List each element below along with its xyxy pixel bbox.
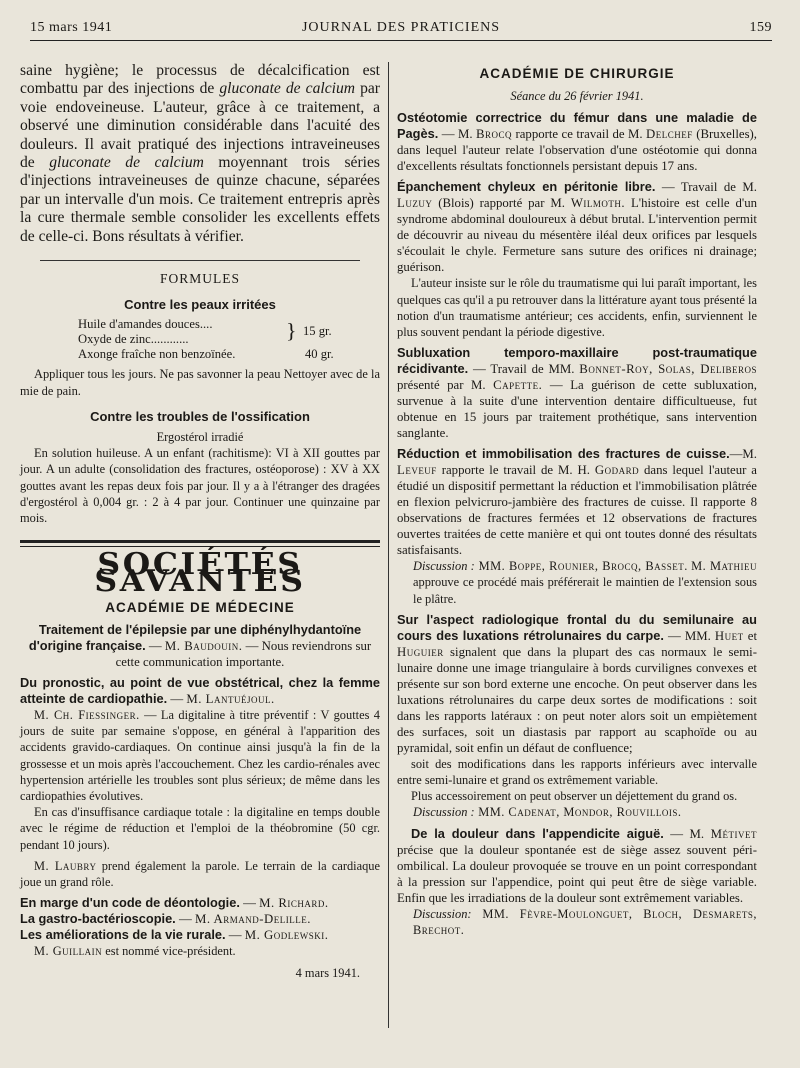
intro-paragraph: saine hygiène; le processus de décalcification est combattu par des injections de gluconate de calcium par voie endoveineuse. L'auteur, grâce à ce traitement, a observé une diminution considérable dans l'acuité des douleurs. Il avait pratiqué des injections intraveineuses de gluconate de calcium moyennant trois séries d'injections intraveineuses de quinze chacune, séparées par un intervalle d'un mois. Ce traitement entrepris après la cure thermale semble consolider les excellents effets de celle-ci. Bons résultats à vérifier. <box>20 62 380 245</box>
academie-chirurgie-heading: ACADÉMIE DE CHIRURGIE <box>479 66 675 81</box>
column-separator <box>388 62 389 1028</box>
article-appendicite: De la douleur dans l'appendicite aiguë. — M. Métivet précise que la douleur spontanée est de siège assez souvent péri-ombilical. La douleur provoquée se trouve en un point correspondant à la pression sur l'appendice, point qui peut être de siège variable. Enfin que les irradiations de la douleur sont extrêmement variables. <box>397 825 757 905</box>
formules-heading: FORMULES <box>159 271 240 287</box>
article-subluxation: Subluxation temporo-maxillaire post-traumatique récidivante. — Travail de MM. Bonnet-Roy, Solas, Deliberos présenté par M. Capette. — La guérison de cette subluxation, survenue à la suite d'une intervention dentaire difficultueuse, fut obtenue en 15 jours par traitement prothétique, sans intervention sanglante. <box>397 345 758 441</box>
appendicite-discussion: Discussion: MM. Fèvre-Moulonguet, Bloch, Desmarets, Brechot. <box>413 906 757 937</box>
article-pronostic: Du pronostic, au point de vue obstétrical, chez la femme atteinte de cardiopathie. — M. Lantuéjoul. <box>20 674 380 706</box>
epanchement-p2: L'auteur insiste sur le rôle du traumatisme qui lui paraît important, les quelques cas qu'il a pu retrouver dans la littérature ayant tous présenté la notion d'un traumatisme antérieur; ces accidents, enfin, surviennent le plus souvent pendant la période digestive. <box>397 276 757 340</box>
quantity-3: 40 gr. <box>305 347 334 362</box>
article-osteotomie: Ostéotomie correctrice du fémur dans une maladie de Pagès. — M. Brocq rapporte ce travail de M. Delchef (Bruxelles), dans lequel l'auteur relate l'observation d'une ostéotomie qui donna d'excellents résultats fonctionnels persistant depuis 17 ans. <box>397 110 758 174</box>
societes-savantes-title: SOCIÉTÉS SAVANTES <box>94 547 306 599</box>
header-date: 15 mars 1941 <box>30 20 113 35</box>
brace: } <box>286 319 297 343</box>
ingredient-1: Huile d'amandes douces.... <box>78 317 213 332</box>
quantity-brace: 15 gr. <box>303 324 332 339</box>
article-fractures: Réduction et immobilisation des fractures de cuisse.—M. Leveuf rapporte le travail de M. H. Godard dans lequel l'auteur a étudié un dispositif permettant la réduction et l'immobilisation plâtrée en flexion pelvicruro-jambière des fractures de cuisse. Il rapporte 8 observations de fractures fermées et 12 observations de fractures ouvertes traitées de cette manière et qui ont toutes donné des résultats satisfaisants. <box>397 446 757 558</box>
article-semilunaire: Sur l'aspect radiologique frontal du du semilunaire au cours des luxations rétrolunaires du carpe. — MM. Huet et Huguier signalent que dans la plupart des cas normaux le semi-lunaire donne une image triangulaire à bords curvilignes convexes et présente sur son bord externe une encoche. On peut observer dans les luxations rétrolunaires du carpe deux sortes de modifications : soit dans les rapports latéraux : on peut noter alors soit un empiètement des surfaces, soit un diastasis par rapport au scaphoïde ou au pyramidal, soit enfin un défaut de confluence; <box>397 611 757 755</box>
right-column <box>397 62 757 938</box>
page-header <box>30 14 772 44</box>
seance-date: Séance du 26 février 1941. <box>510 89 644 104</box>
peaux-formula <box>20 317 380 362</box>
fractures-discussion: Discussion : MM. Boppe, Rounier, Brocq, Basset. M. Mathieu approuve ce procédé mais préférerait le maintien de l'extension sous le plâtre. <box>413 559 757 606</box>
page-number: 159 <box>749 20 772 35</box>
article-epilepsie: Traitement de l'épilepsie par une diphénylhydantoïne d'origine française. — M. Baudouin. — Nous reviendrons sur cette communication importante. <box>28 621 372 669</box>
journal-title: JOURNAL DES PRATICIENS <box>301 20 501 35</box>
semilunaire-p2: soit des modifications dans les rapports inférieurs avec intervalle entre semi-lunaire et grand os extrêmement variable. <box>397 756 757 788</box>
ossif-text: En solution huileuse. A un enfant (rachitisme): VI à XII gouttes par jour. A un adulte (consolidation des fractures, ostéoporose) : XV à XX gouttes avant les repas deux fois par jour. Il y a à l'étranger des dragées d'ergostérol à 0,004 gr. : 2 à 4 par jour. Continuer une quinzaine par mois. <box>20 446 380 526</box>
pronostic-p2: En cas d'insuffisance cardiaque totale : la digitaline en temps double avec le régime de réduction et l'emploi de la théobromine (50 cgr. pendant 10 jours). <box>20 805 380 852</box>
left-column <box>20 62 380 982</box>
ossif-heading: Contre les troubles de l'ossification <box>90 408 310 424</box>
date-signature: 4 mars 1941. <box>295 966 360 981</box>
pronostic-p3: M. Laubry prend également la parole. Le terrain de la cardiaque joue un grand rôle. <box>20 858 380 889</box>
article-epanchement: Épanchement chyleux en péritonie libre. — Travail de M. Luzuy (Blois) rapporté par M. Wilmoth. L'histoire est celle d'un syndrome abdominal douloureux à début brutal. L'intervention permit de découvrir au niveau du mésentère iléal deux orifices par lesquels s'écoulait le chyle. Fermeture sans suture des orifices ni drainage; guérison. <box>397 179 757 275</box>
header-rule <box>30 40 772 41</box>
peaux-instructions: Appliquer tous les jours. Ne pas savonner la peau Nettoyer avec de la mie de pain. <box>20 367 380 398</box>
article-vie-rurale: Les améliorations de la vie rurale. — M. Godlewski. <box>20 927 329 943</box>
peaux-heading: Contre les peaux irritées <box>124 297 276 313</box>
semilunaire-p3: Plus accessoirement on peut observer un déjettement du grand os. <box>411 789 738 804</box>
ingredient-3: Axonge fraîche non benzoïnée. <box>78 347 236 362</box>
ossif-subheading: Ergostérol irradié <box>156 430 244 445</box>
article-deontologie: En marge d'un code de déontologie. — M. Richard. <box>20 895 329 911</box>
article-gastro: La gastro-bactérioscopie. — M. Armand-Delille. <box>20 911 311 927</box>
double-rule <box>20 540 380 547</box>
vice-president-note: M. Guillain est nommé vice-président. <box>34 944 236 959</box>
section-divider <box>40 260 360 261</box>
pronostic-p1: M. Ch. Fiessinger. — La digitaline à titre préventif : V gouttes 4 jours de suite par semaine s'oppose, en général à l'apparition des accidents gravido-cardiaques. On continue ainsi jusqu'à la fin de la grossesse et un mois après l'accouchement. Chez les cardio-rénales avec hypertension artérielle les troubles sont plus sérieux; de même dans les cardiopathies évolutives. <box>20 707 380 803</box>
semilunaire-discussion: Discussion : MM. Cadenat, Mondor, Rouvillois. <box>413 805 682 820</box>
ingredient-2: Oxyde de zinc............ <box>78 332 189 347</box>
academie-medecine-heading: ACADÉMIE DE MÉDECINE <box>105 599 295 615</box>
